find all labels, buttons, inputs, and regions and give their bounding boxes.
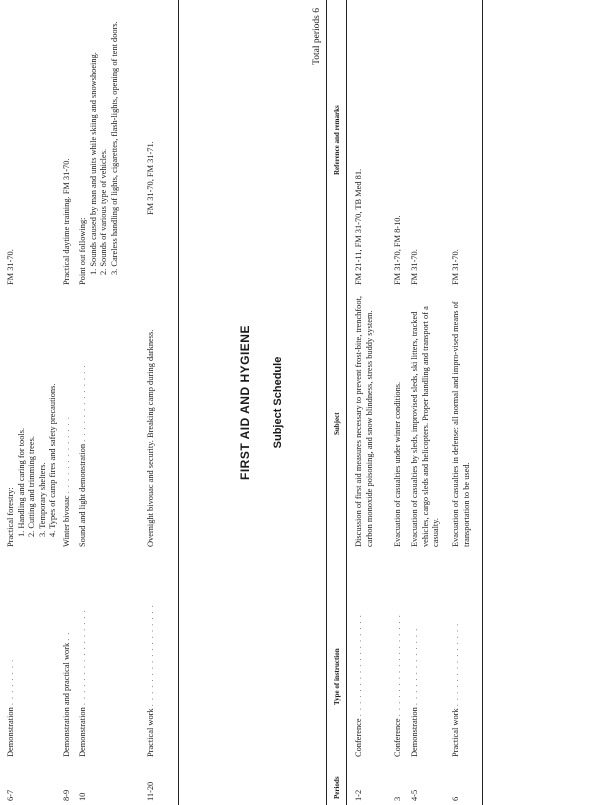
reference-cell: FM 31-70. [451, 249, 460, 285]
leader-dots: . . . . . . . . . . . . . [78, 364, 87, 442]
reference-text: Point out following: [78, 217, 87, 285]
subject-cell [78, 292, 89, 547]
type-cell [78, 577, 89, 757]
periods-cell: 8-9 [62, 789, 71, 801]
list-item: 3. Temporary shelters. [37, 462, 47, 537]
type-text: Demonstration [78, 707, 87, 757]
table-top-rule [326, 0, 327, 805]
subject-text: Sound and light demonstration [78, 443, 87, 547]
header-rule [346, 0, 347, 805]
leader-dots: . . . . . . . . . . . . . . . . . [354, 614, 363, 717]
leader-dots: . . . . . . . . . . . . . . . . . [146, 604, 155, 707]
type-text: Conference [393, 718, 402, 757]
list-item: 2. Cutting and trimming trees. [27, 436, 36, 537]
leader-dots: . . . . . . . . . . . . . [62, 416, 71, 494]
leader-dots: . . . . . . . . . . . . . [410, 627, 419, 706]
periods-cell: 4-5 [410, 789, 419, 801]
section-title: FIRST AID AND HYGIENE [238, 325, 252, 480]
reference-list [89, 5, 121, 285]
subject-cell: Discussion of first aid measures necessary to prevent frost-bite, trenchfoot, carbon monoxide poisoning, and snow blindness, stress buddy system. [354, 296, 374, 547]
subject-cell: Evacuation of casualties under winter conditions. [393, 381, 402, 547]
type-text: Practical work [146, 708, 155, 757]
leader-dots: . . . . . . . . [6, 658, 15, 706]
header-periods: Periods [333, 776, 341, 799]
table-divider [178, 0, 179, 805]
header-subject: Subject [333, 412, 341, 435]
list-item: 2. Sounds of various type of vehicles. [99, 148, 108, 275]
type-cell [393, 577, 404, 757]
periods-cell: 10 [78, 792, 87, 801]
reference-cell: FM 31-70, FM 8-10. [393, 215, 402, 285]
type-text: Practical work [451, 708, 460, 757]
header-type: Type of instruction [333, 648, 341, 705]
subject-text: Winter bivouac [62, 495, 71, 547]
list-item: 1. Handling and caring for tools. [16, 427, 26, 537]
leader-dots: . . [62, 631, 71, 641]
reference-cell [78, 5, 120, 285]
schedule-title: Subject Schedule [272, 356, 284, 449]
header-reference: Reference and remarks [333, 105, 341, 175]
subject-text: Practical forestry: [6, 487, 15, 547]
type-text: Demonstration and practical work [62, 642, 71, 757]
type-cell [354, 577, 365, 757]
type-cell [451, 577, 462, 757]
periods-cell: 6 [451, 796, 460, 801]
reference-cell: FM 31-70. [6, 249, 15, 285]
subject-cell: Evacuation of casualties by sleds, improvised sleds, ski litters, tracked vehicles, cargo sleds and helicopters. Proper handling and transport of a casualty. [410, 306, 440, 547]
leader-dots: . . . . . . . . . . . . . . . . . [393, 614, 402, 717]
subject-cell: Overnight bivouac and security. Breaking camp during darkness. [146, 329, 155, 547]
type-text: Conference [354, 718, 363, 757]
table-bottom-rule [482, 0, 483, 805]
type-text: Demonstration [6, 707, 15, 757]
list-item: 3. Careless handling of lights, cigarettes, flash-lights, opening of tent doors. [109, 21, 119, 275]
reference-cell: FM 31-70, FM 31-71. [146, 141, 155, 215]
subject-list [17, 292, 59, 547]
subject-cell [62, 292, 73, 547]
reference-cell: FM 31-70. [410, 249, 419, 285]
reference-cell: FM 21-11, FM 31-70, TB Med 81. [354, 168, 363, 285]
total-periods: Total periods 6 [312, 8, 322, 65]
type-cell [410, 577, 421, 757]
leader-dots: . . . . . . . . . . . . . . [451, 622, 460, 707]
subject-cell: Evacuation of casualties in defense: all normal and impro-vised means of transportation to be used. [451, 301, 471, 547]
reference-cell: Practical daytime training. FM 31-70. [62, 158, 71, 285]
subject-cell [6, 292, 59, 547]
type-text: Demonstration [410, 707, 419, 757]
leader-dots: . . . . . . . . . . . . . . . . [78, 609, 87, 706]
periods-cell: 11-20 [146, 781, 155, 801]
type-cell [62, 577, 73, 757]
periods-cell: 1-2 [354, 789, 363, 801]
list-item: 4. Types of camp fires and safety precautions. [48, 383, 57, 537]
periods-cell: 6-7 [6, 789, 15, 801]
type-cell [146, 577, 157, 757]
periods-cell: 3 [393, 796, 402, 801]
type-cell [6, 577, 17, 757]
list-item: 1. Sounds caused by man and units while skiing and snowshoeing. [88, 52, 98, 275]
